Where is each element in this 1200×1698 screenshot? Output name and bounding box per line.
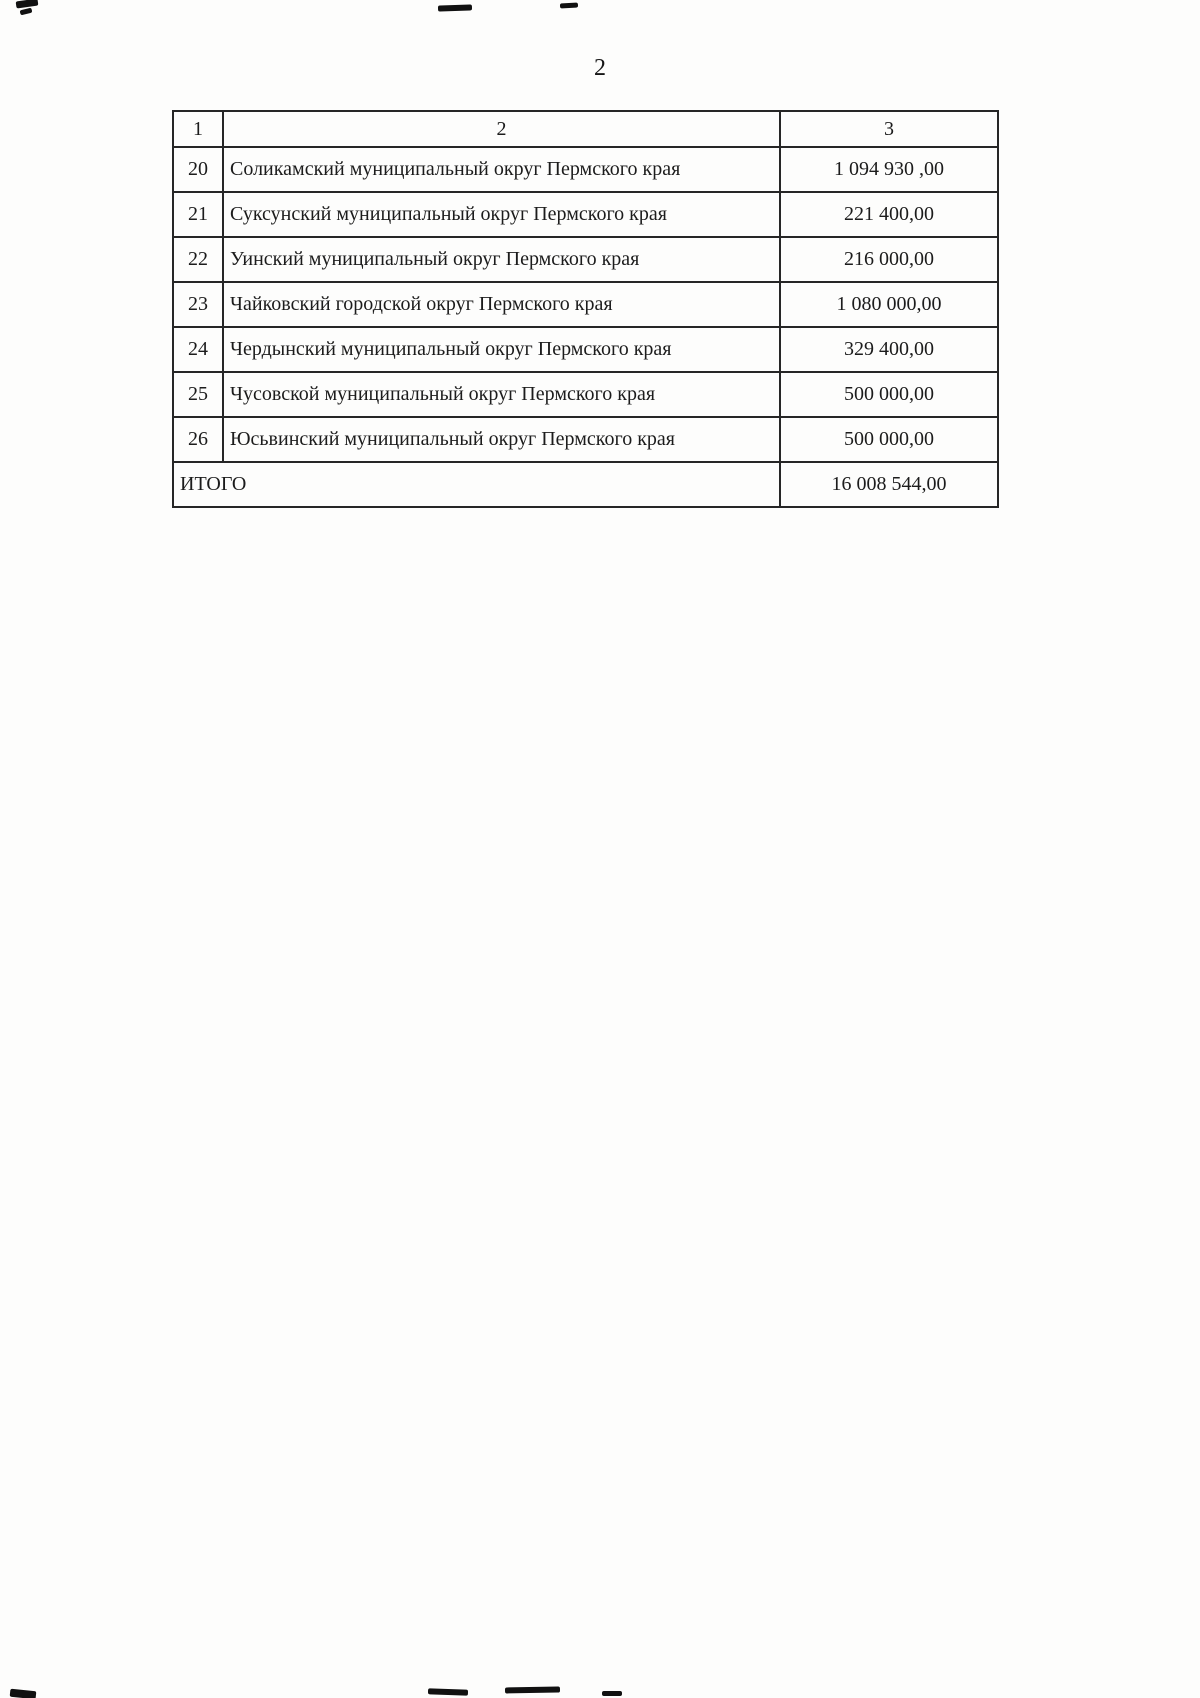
table-row <box>173 327 998 372</box>
table-row <box>173 372 998 417</box>
row-number: 26 <box>173 417 223 462</box>
municipality-name: Соликамский муниципальный округ Пермского края <box>223 147 780 192</box>
table-body <box>173 147 998 507</box>
scan-artifact <box>602 1691 622 1696</box>
row-number: 20 <box>173 147 223 192</box>
row-number: 25 <box>173 372 223 417</box>
scan-artifact <box>10 1689 37 1698</box>
header-row <box>173 111 998 147</box>
scan-artifact <box>505 1687 560 1694</box>
table-row <box>173 282 998 327</box>
amount-value: 500 000,00 <box>780 372 998 417</box>
table-header <box>173 111 998 147</box>
total-row <box>173 462 998 507</box>
municipality-name: Чердынский муниципальный округ Пермского края <box>223 327 780 372</box>
allocations-table <box>172 110 999 508</box>
scan-artifact <box>20 8 33 16</box>
row-number: 22 <box>173 237 223 282</box>
amount-value: 329 400,00 <box>780 327 998 372</box>
municipality-name: Уинский муниципальный округ Пермского края <box>223 237 780 282</box>
scan-artifact <box>16 0 39 8</box>
table-row <box>173 192 998 237</box>
total-label: ИТОГО <box>173 462 780 507</box>
header-col-1: 1 <box>173 111 223 147</box>
page-number: 2 <box>594 55 606 81</box>
amount-value: 216 000,00 <box>780 237 998 282</box>
table-row <box>173 417 998 462</box>
amount-value: 1 094 930 ,00 <box>780 147 998 192</box>
municipality-name: Чайковский городской округ Пермского края <box>223 282 780 327</box>
scan-artifact <box>428 1688 468 1695</box>
amount-value: 221 400,00 <box>780 192 998 237</box>
table-row <box>173 237 998 282</box>
row-number: 24 <box>173 327 223 372</box>
amount-value: 1 080 000,00 <box>780 282 998 327</box>
municipality-name: Чусовской муниципальный округ Пермского края <box>223 372 780 417</box>
table-row <box>173 147 998 192</box>
scan-artifact <box>438 4 472 11</box>
header-col-3: 3 <box>780 111 998 147</box>
header-col-2: 2 <box>223 111 780 147</box>
municipality-name: Суксунский муниципальный округ Пермского края <box>223 192 780 237</box>
row-number: 23 <box>173 282 223 327</box>
scan-artifact <box>560 3 578 9</box>
amount-value: 500 000,00 <box>780 417 998 462</box>
total-amount: 16 008 544,00 <box>780 462 998 507</box>
row-number: 21 <box>173 192 223 237</box>
municipality-name: Юсьвинский муниципальный округ Пермского края <box>223 417 780 462</box>
